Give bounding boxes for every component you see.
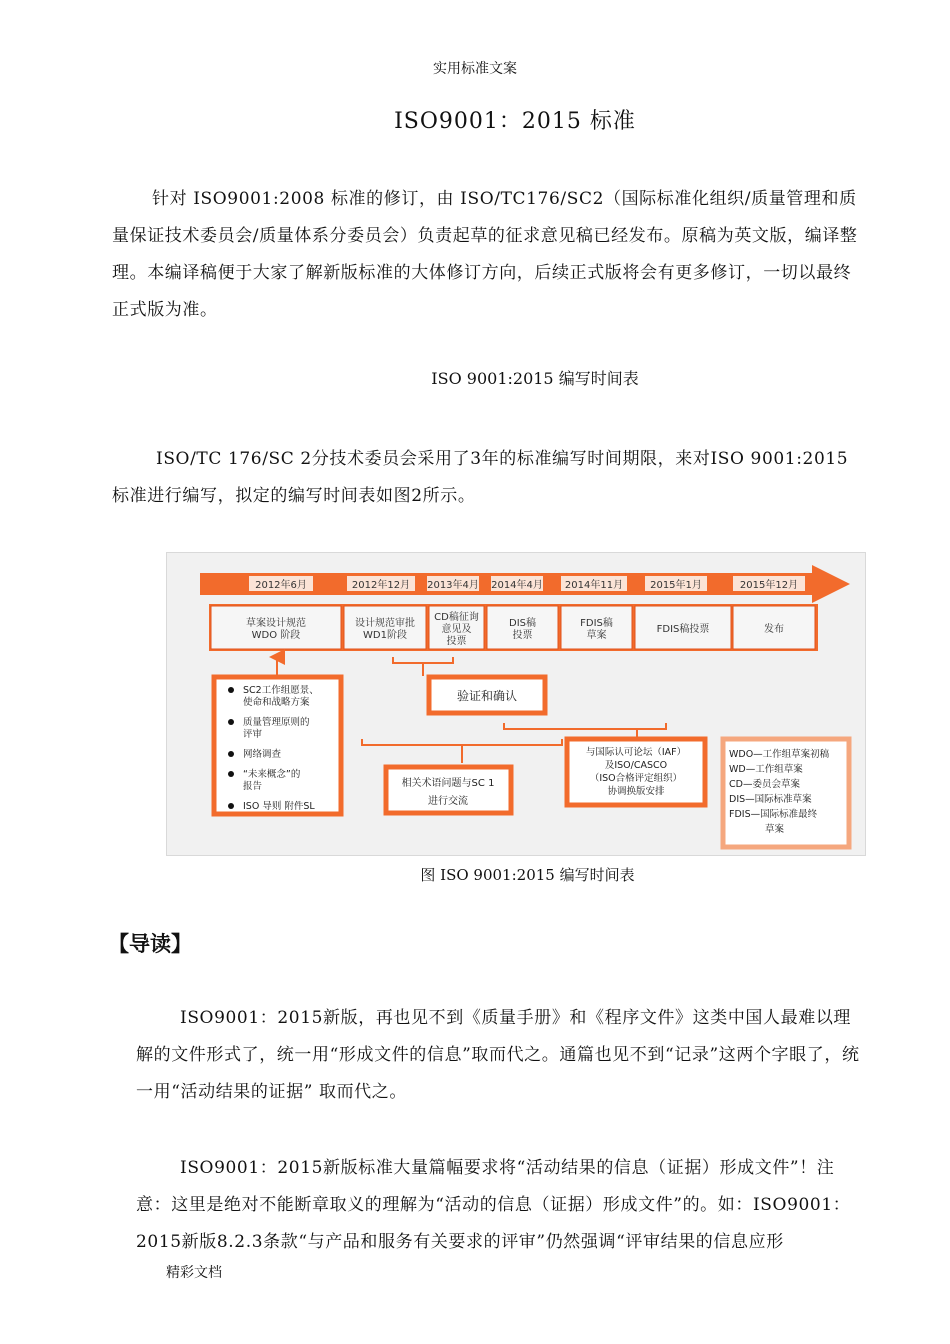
legend-item: FDIS—国际标准最终 bbox=[729, 809, 818, 820]
date-label: 2014年4月 bbox=[491, 580, 543, 591]
stage-label: 草案设计规范 bbox=[246, 618, 306, 629]
date-label: 2015年1月 bbox=[650, 580, 702, 591]
stage-label: 设计规范审批 bbox=[355, 618, 415, 629]
stage-label: 发布 bbox=[764, 624, 784, 635]
iaf-text: 及ISO/CASCO bbox=[604, 760, 668, 771]
bullet-dot bbox=[228, 719, 234, 725]
list-item-text: 评审 bbox=[243, 729, 263, 740]
date-label: 2015年12月 bbox=[739, 580, 799, 591]
date-label: 2012年6月 bbox=[255, 580, 307, 591]
list-item-text: ISO 导则 附件SL bbox=[243, 801, 315, 812]
legend-item: WDO—工作组草案初稿 bbox=[729, 749, 830, 760]
date-label: 2013年4月 bbox=[427, 580, 479, 591]
iaf-text: 与国际认可论坛（IAF） bbox=[585, 747, 687, 758]
list-item-text: SC2工作组愿景、 bbox=[243, 685, 319, 696]
timeline-arrow-head bbox=[812, 565, 850, 603]
list-item-text: 质量管理原则的 bbox=[243, 717, 310, 728]
date-label: 2012年12月 bbox=[351, 580, 411, 591]
stage-label: FDIS稿 bbox=[580, 618, 613, 629]
page-footer: 精彩文档 bbox=[166, 1265, 222, 1281]
stage-label: 投票 bbox=[446, 636, 467, 647]
guide-paragraph-1: ISO9001：2015新版，再也见不到《质量手册》和《程序文件》这类中国人最难以理解的文件形式了，统一用“形成文件的信息”取而代之。通篇也见不到“记录”这两个字眼了，统一用“活动结果的证据” 取而代之。 bbox=[136, 1008, 860, 1102]
stage-label: CD稿征询 bbox=[434, 612, 479, 623]
list-item-text: 报告 bbox=[243, 781, 263, 792]
guide-paragraph-2: ISO9001：2015新版标准大量篇幅要求将“活动结果的信息（证据）形成文件”！注意：这里是绝对不能断章取义的理解为“活动的信息（证据）形成文件”的。如：ISO9001：2015新版8.2.3条款“与产品和服务有关要求的评审”仍然强调“评审结果的信息应形 bbox=[136, 1158, 851, 1252]
legend-item: WD—工作组草案 bbox=[729, 764, 803, 775]
figure-caption: 图 ISO 9001:2015 编写时间表 bbox=[420, 866, 635, 884]
iaf-text: 协调换版安排 bbox=[607, 786, 665, 797]
legend-item: 草案 bbox=[765, 824, 785, 835]
stage-label: DIS稿 bbox=[509, 618, 536, 629]
timeline-diagram bbox=[167, 553, 865, 855]
terms-text: 进行交流 bbox=[428, 796, 468, 807]
bullet-dot bbox=[228, 803, 234, 809]
verify-label: 验证和确认 bbox=[456, 689, 518, 703]
stage-label: 投票 bbox=[512, 630, 533, 641]
stage-label: 意见及 bbox=[441, 624, 472, 635]
date-label: 2014年11月 bbox=[564, 580, 624, 591]
legend-item: DIS—国际标准草案 bbox=[729, 794, 812, 805]
section-subtitle: ISO 9001:2015 编写时间表 bbox=[431, 369, 639, 388]
stage-label: WD1阶段 bbox=[363, 630, 407, 641]
legend-item: CD—委员会草案 bbox=[729, 779, 800, 790]
stage-label: WDO 阶段 bbox=[251, 630, 301, 641]
page-header: 实用标准文案 bbox=[433, 61, 517, 77]
bullet-dot bbox=[228, 687, 234, 693]
section-heading: 【导读】 bbox=[108, 931, 192, 956]
list-item-text: 使命和战略方案 bbox=[243, 697, 310, 708]
iaf-text: （ISO合格评定组织） bbox=[589, 773, 683, 784]
schedule-paragraph: ISO/TC 176/SC 2分技术委员会采用了3年的标准编写时间期限，来对ISO 9001:2015 标准进行编写，拟定的编写时间表如图2所示。 bbox=[112, 449, 849, 506]
stage-label: 草案 bbox=[586, 630, 607, 641]
page-title: ISO9001：2015 标准 bbox=[394, 109, 636, 134]
bullet-dot bbox=[228, 751, 234, 757]
timeline-figure bbox=[166, 552, 866, 856]
bullet-dot bbox=[228, 771, 234, 777]
list-item-text: “未来概念”的 bbox=[243, 769, 301, 780]
intro-paragraph: 针对 ISO9001:2008 标准的修订，由 ISO/TC176/SC2（国际标准化组织/质量管理和质量保证技术委员会/质量体系分委员会）负责起草的征求意见稿已经发布。原稿为英文版，编译整理。本编译稿便于大家了解新版标准的大体修订方向，后续正式版将会有更多修订，一切以最终正式版为准。 bbox=[112, 189, 858, 320]
list-item-text: 网络调查 bbox=[243, 749, 282, 760]
stage-label: FDIS稿投票 bbox=[656, 624, 710, 635]
terms-text: 相关术语问题与SC 1 bbox=[401, 778, 495, 789]
